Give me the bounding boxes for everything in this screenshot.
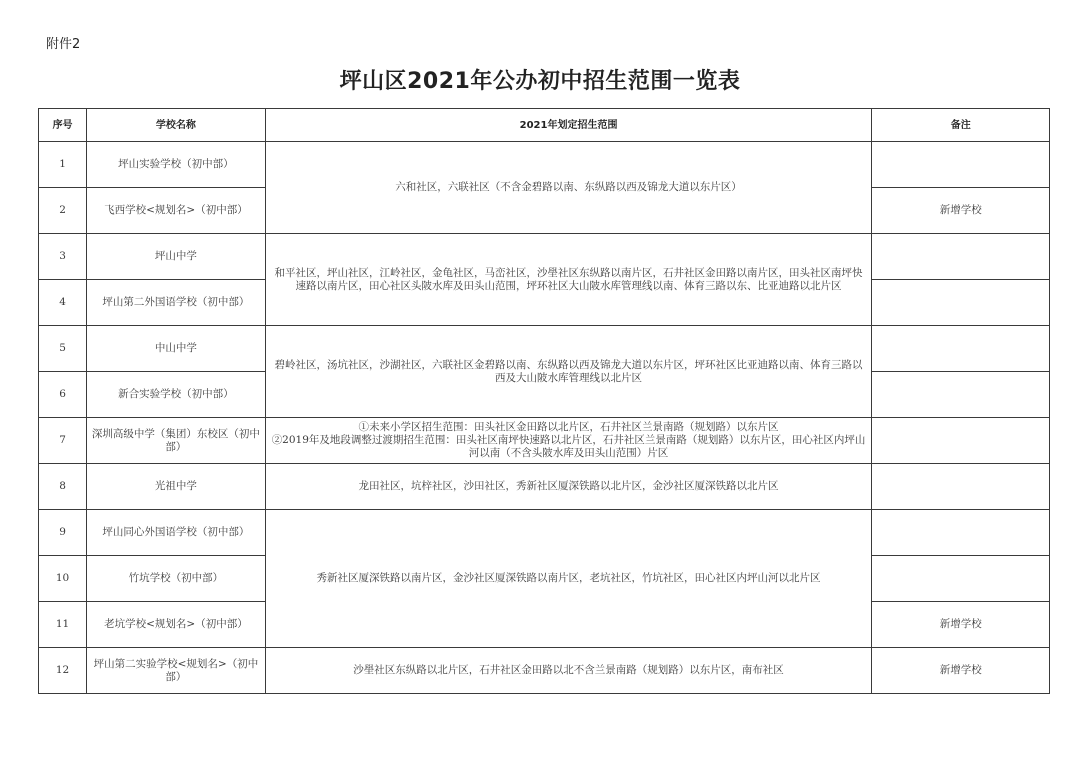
row-num: 12 [39, 648, 87, 694]
row-num: 4 [39, 280, 87, 326]
row-num: 3 [39, 234, 87, 280]
table-row [39, 464, 1050, 510]
row-num: 1 [39, 142, 87, 188]
header-note: 备注 [872, 109, 1050, 142]
school-name: 深圳高级中学（集团）东校区（初中部） [87, 418, 266, 464]
row-num: 9 [39, 510, 87, 556]
note: 新增学校 [872, 648, 1050, 694]
school-name: 飞西学校<规划名>（初中部） [87, 188, 266, 234]
page-title: 坪山区2021年公办初中招生范围一览表 [339, 69, 741, 94]
enrollment-table [38, 108, 1050, 694]
table-row [39, 142, 1050, 188]
school-name: 中山中学 [87, 326, 266, 372]
note [872, 234, 1050, 280]
row-num: 2 [39, 188, 87, 234]
enrollment-scope: 六和社区，六联社区（不含金碧路以南、东纵路以西及锦龙大道以东片区） [265, 142, 872, 234]
note [872, 556, 1050, 602]
row-num: 6 [39, 372, 87, 418]
note: 新增学校 [872, 188, 1050, 234]
scope-line-future-district: ①未来小学区招生范围：田头社区金田路以北片区，石井社区兰景南路（规划路）以东片区 [358, 421, 779, 433]
enrollment-scope: 龙田社区，坑梓社区，沙田社区，秀新社区厦深铁路以北片区，金沙社区厦深铁路以北片区 [265, 464, 872, 510]
school-name: 新合实验学校（初中部） [87, 372, 266, 418]
note [872, 510, 1050, 556]
enrollment-scope: 沙壆社区东纵路以北片区，石井社区金田路以北不含兰景南路（规划路）以东片区，南布社区 [265, 648, 872, 694]
row-num: 8 [39, 464, 87, 510]
school-name: 坪山中学 [87, 234, 266, 280]
header-scope: 2021年划定招生范围 [265, 109, 872, 142]
school-name: 坪山第二实验学校<规划名>（初中部） [87, 648, 266, 694]
table-row [39, 648, 1050, 694]
table-row [39, 234, 1050, 280]
note [872, 464, 1050, 510]
enrollment-scope: 碧岭社区，汤坑社区，沙湖社区，六联社区金碧路以南、东纵路以西及锦龙大道以东片区，坪环社区比亚迪路以南、体育三路以西及大山陂水库管理线以北片区 [265, 326, 872, 418]
school-name: 坪山第二外国语学校（初中部） [87, 280, 266, 326]
row-num: 10 [39, 556, 87, 602]
school-name: 坪山实验学校（初中部） [87, 142, 266, 188]
row-num: 11 [39, 602, 87, 648]
row-num: 7 [39, 418, 87, 464]
row-num: 5 [39, 326, 87, 372]
note [872, 418, 1050, 464]
note [872, 280, 1050, 326]
header-school-name: 学校名称 [87, 109, 266, 142]
note: 新增学校 [872, 602, 1050, 648]
attachment-label: 附件2 [46, 37, 81, 52]
school-name: 老坑学校<规划名>（初中部） [87, 602, 266, 648]
school-name: 光祖中学 [87, 464, 266, 510]
school-name: 坪山同心外国语学校（初中部） [87, 510, 266, 556]
table-row [39, 326, 1050, 372]
note [872, 372, 1050, 418]
school-name: 竹坑学校（初中部） [87, 556, 266, 602]
enrollment-scope: 和平社区，坪山社区，江岭社区，金龟社区，马峦社区，沙壆社区东纵路以南片区，石井社区金田路以南片区，田头社区南坪快速路以南片区，田心社区头陂水库及田头山范围，坪环社区大山陂水库管理线以南、体育三路以东、比亚迪路以北片区 [265, 234, 872, 326]
enrollment-scope [265, 418, 872, 464]
enrollment-scope: 秀新社区厦深铁路以南片区，金沙社区厦深铁路以南片区，老坑社区，竹坑社区，田心社区内坪山河以北片区 [265, 510, 872, 648]
table-header-row [39, 109, 1050, 142]
note [872, 326, 1050, 372]
note [872, 142, 1050, 188]
header-num: 序号 [39, 109, 87, 142]
scope-line-transition-period: ②2019年及地段调整过渡期招生范围：田头社区南坪快速路以北片区，石井社区兰景南路（规划路）以东片区，田心社区内坪山河以南（不含头陂水库及田头山范围）片区 [271, 434, 866, 459]
table-row [39, 510, 1050, 556]
table-row [39, 418, 1050, 464]
